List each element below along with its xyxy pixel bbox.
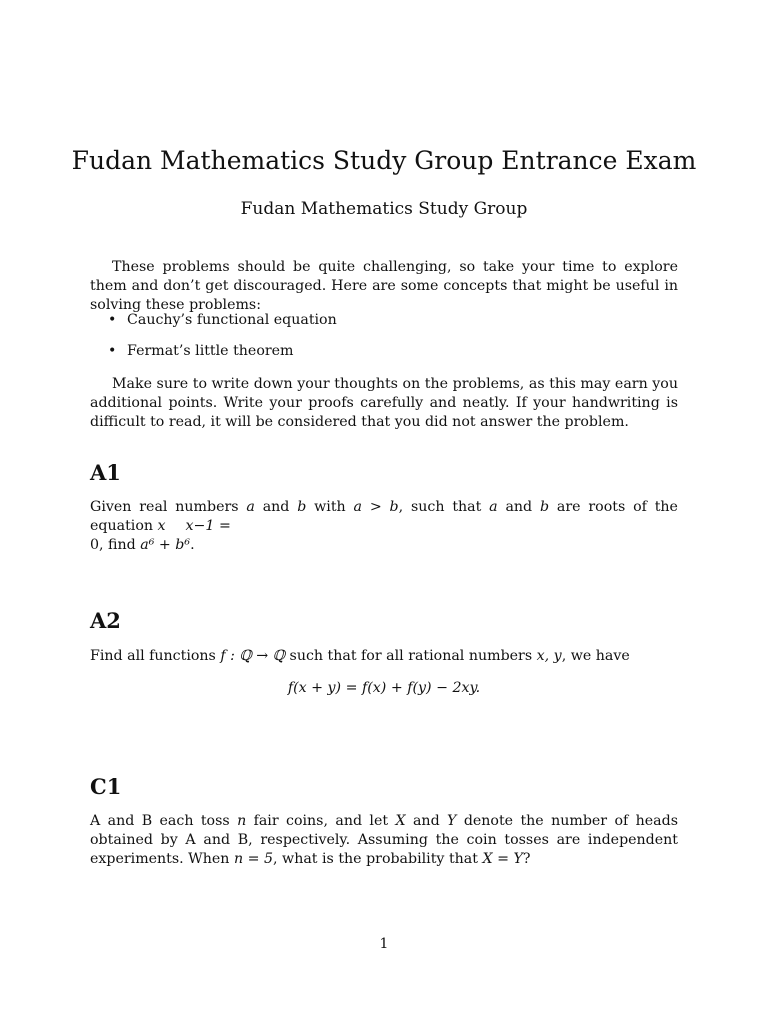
instructions-paragraph: Make sure to write down your thoughts on the problems, as this may earn you additional points. Write your proofs carefully and neatly. If your handwriting is difficult to read, it will be considered that you did not answer the problem.: [90, 376, 678, 430]
document-title: Fudan Mathematics Study Group Entrance Exam: [71, 146, 697, 175]
problem-a2-heading: A2: [90, 608, 121, 633]
intro-paragraph: These problems should be quite challenging, so take your time to explore them and don’t get discouraged. Here are some concepts that might be useful in solving these problems:: [90, 259, 678, 313]
problem-a1-heading: A1: [90, 460, 121, 485]
problem-c1-heading: C1: [90, 774, 122, 799]
problem-a2-text: Find all functions f : ℚ → ℚ such that for all rational numbers x, y, we have: [90, 648, 630, 664]
bullet-icon: •: [108, 312, 117, 328]
problem-a1-text: Given real numbers a and b with a > b, such that a and b are roots of the equation x x−1 = 0, find a⁶ + b⁶.: [90, 499, 678, 553]
page-number: 1: [379, 936, 389, 952]
problem-c1-text: A and B each toss n fair coins, and let X and Y denote the number of heads obtained by A and B, respectively. Assuming the coin tosses are independent experiments. When n = 5, what is the probability that X = Y?: [90, 813, 679, 867]
problem-a2-equation: f(x + y) = f(x) + f(y) − 2xy.: [287, 680, 481, 696]
concept-label: Fermat’s little theorem: [127, 343, 294, 359]
concept-label: Cauchy’s functional equation: [127, 312, 337, 328]
concept-item-2: [108, 342, 294, 361]
concept-item-1: [108, 311, 337, 330]
document-author: Fudan Mathematics Study Group: [240, 199, 528, 219]
bullet-icon: •: [108, 343, 117, 359]
